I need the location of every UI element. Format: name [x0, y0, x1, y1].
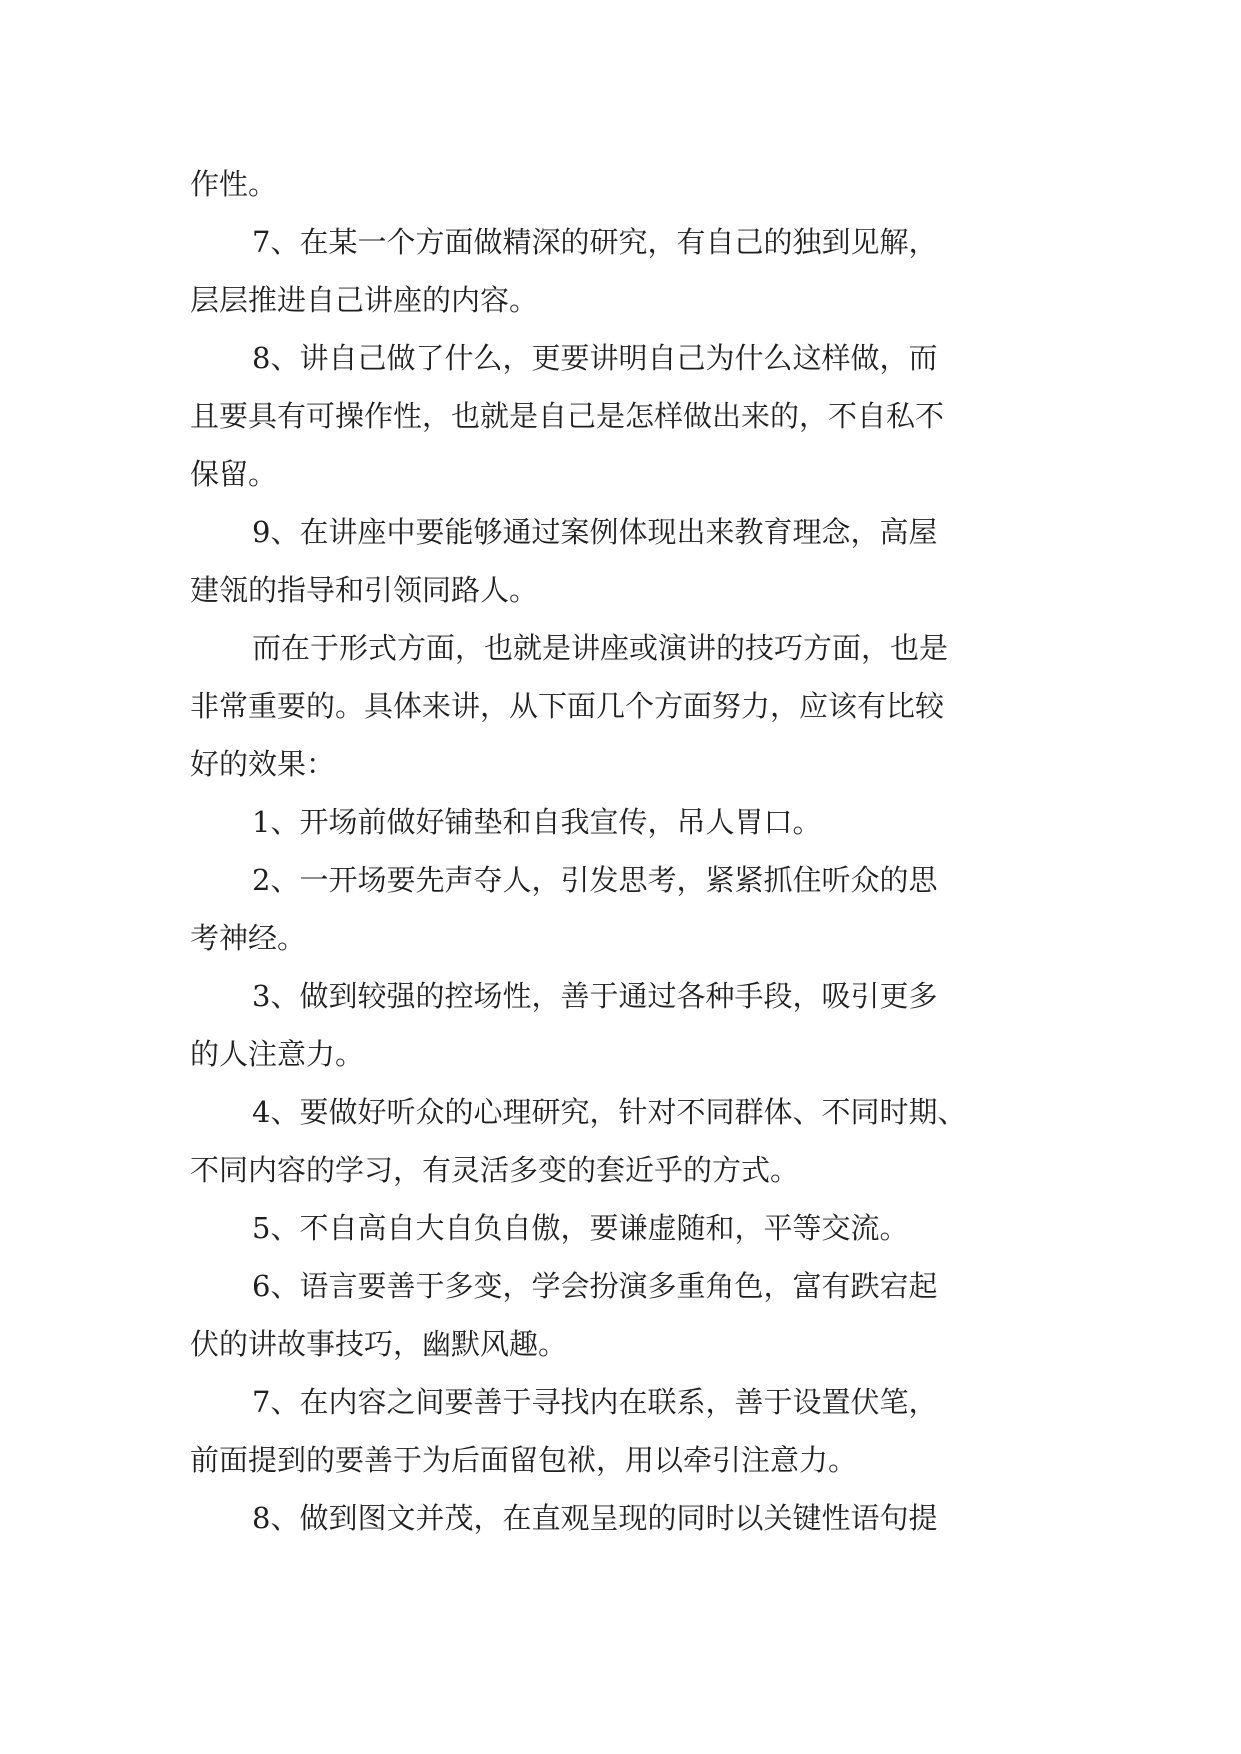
text-line: 且要具有可操作性，也就是自己是怎样做出来的，不自私不 — [190, 399, 945, 433]
text-line: 5、不自高自大自负自傲，要谦虚随和，平等交流。 — [252, 1211, 909, 1245]
text-line: 层层推进自己讲座的内容。 — [190, 283, 539, 317]
text-line: 而在于形式方面，也就是讲座或演讲的技巧方面，也是 — [252, 631, 949, 665]
text-line: 4、要做好听众的心理研究，针对不同群体、不同时期、 — [252, 1095, 967, 1129]
text-line: 好的效果： — [190, 747, 336, 781]
text-line: 2、一开场要先声夺人，引发思考，紧紧抓住听众的思 — [252, 863, 938, 897]
text-line: 1、开场前做好铺垫和自我宣传，吊人胃口。 — [252, 805, 822, 839]
text-line: 建瓴的指导和引领同路人。 — [190, 573, 539, 607]
text-line: 前面提到的要善于为后面留包袱，用以牵引注意力。 — [190, 1443, 858, 1477]
text-line: 6、语言要善于多变，学会扮演多重角色，富有跌宕起 — [252, 1269, 938, 1303]
text-line: 7、在内容之间要善于寻找内在联系，善于设置伏笔， — [252, 1385, 938, 1419]
text-line: 非常重要的。具体来讲，从下面几个方面努力，应该有比较 — [190, 689, 945, 723]
text-line: 作性。 — [190, 167, 278, 201]
text-line: 伏的讲故事技巧，幽默风趣。 — [190, 1327, 568, 1361]
text-line: 8、做到图文并茂，在直观呈现的同时以关键性语句提 — [252, 1501, 938, 1535]
text-line: 9、在讲座中要能够通过案例体现出来教育理念，高屋 — [252, 515, 938, 549]
text-line: 的人注意力。 — [190, 1037, 365, 1071]
text-line: 考神经。 — [190, 921, 307, 955]
text-line: 不同内容的学习，有灵活多变的套近乎的方式。 — [190, 1153, 800, 1187]
text-line: 8、讲自己做了什么，更要讲明自己为什么这样做，而 — [252, 341, 938, 375]
text-line: 保留。 — [190, 457, 278, 491]
text-line: 7、在某一个方面做精深的研究，有自己的独到见解， — [252, 225, 938, 259]
text-line: 3、做到较强的控场性，善于通过各种手段，吸引更多 — [252, 979, 938, 1013]
